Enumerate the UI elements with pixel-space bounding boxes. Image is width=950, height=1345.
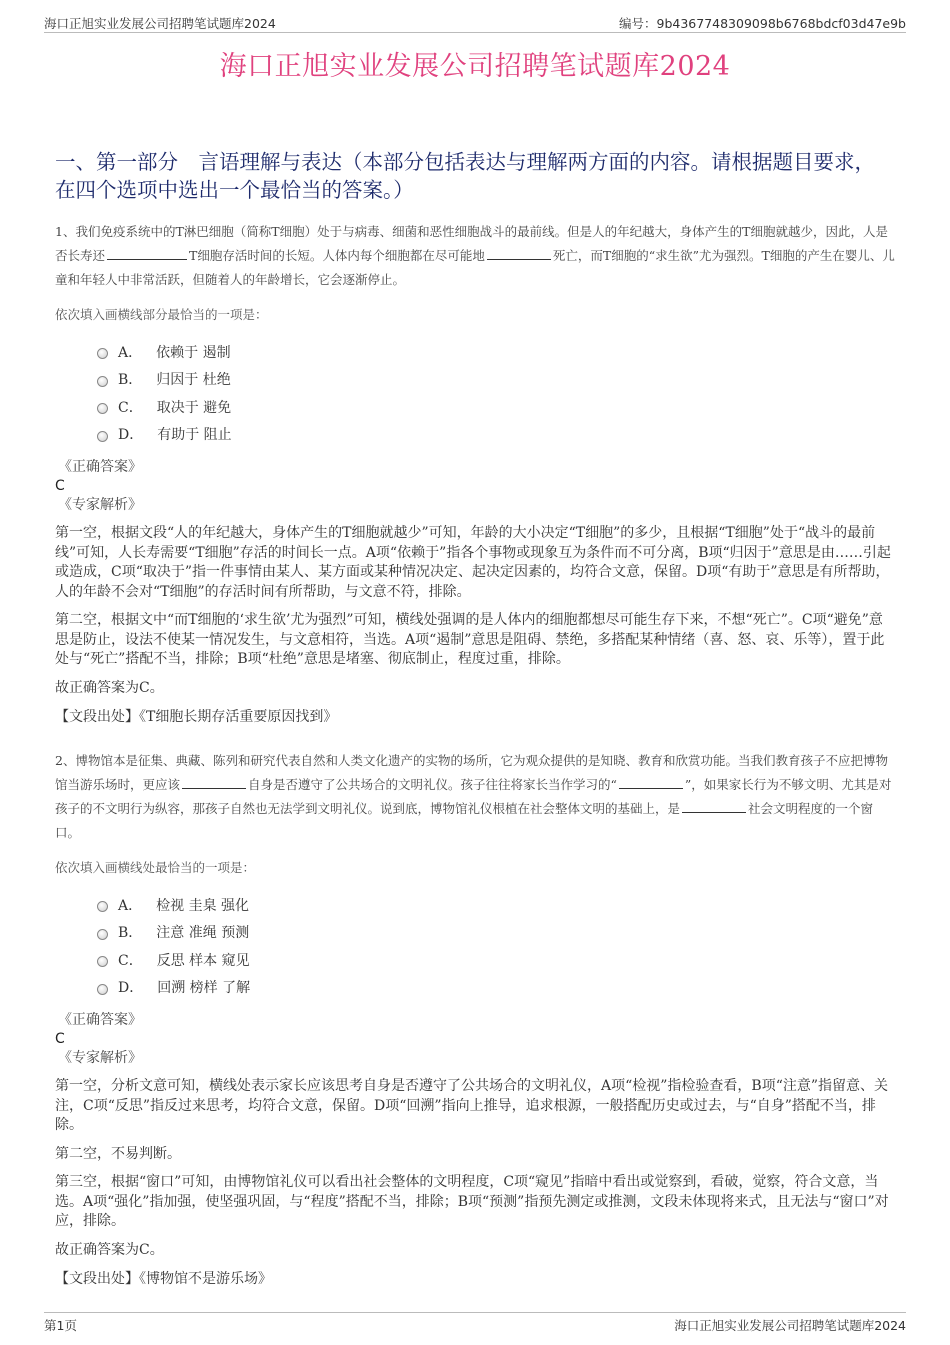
radio-icon[interactable]	[97, 956, 108, 967]
option-d[interactable]: D． 有助于 阻止	[97, 421, 895, 449]
analysis-label: 《专家解析》	[58, 497, 142, 513]
question-1	[55, 220, 895, 727]
option-c[interactable]: C． 取决于 避免	[97, 393, 895, 421]
analysis-paragraph: 第二空，不易判断。	[55, 1145, 181, 1162]
analysis-conclusion: 故正确答案为C。	[55, 679, 164, 696]
blank-line	[107, 247, 187, 260]
answer-label: 《正确答案》	[58, 459, 142, 475]
question-2	[55, 749, 895, 1289]
page-title: 海口正旭实业发展公司招聘笔试题库2024	[219, 51, 731, 82]
analysis-label: 《专家解析》	[58, 1050, 142, 1066]
answer-value: C	[55, 1031, 65, 1047]
blank-line	[182, 776, 246, 789]
question-1-options	[97, 338, 895, 448]
option-a[interactable]: A． 检视 圭臬 强化	[97, 891, 895, 919]
analysis-conclusion: 故正确答案为C。	[55, 1241, 164, 1258]
option-b[interactable]: B． 注意 准绳 预测	[97, 919, 895, 947]
analysis-paragraph: 第二空，根据文中“而T细胞的‘求生欲’尤为强烈”可知，横线处强调的是人体内的细胞都想尽可能生存下来，不想“死亡”。C项“避免”意思是防止，设法不使某一情况发生，与文意相符，当选。A项“遏制”意思是阻碍、禁绝，多搭配某种情绪（喜、怒、哀、乐等），置于此处与“死亡”搭配不当，排除；B项“杜绝”意思是堵塞、彻底制止，程度过重，排除。	[55, 612, 885, 667]
answer-label: 《正确答案》	[58, 1012, 142, 1028]
radio-icon[interactable]	[97, 376, 108, 387]
page-header	[44, 14, 906, 33]
footer-doc-title: 海口正旭实业发展公司招聘笔试题库2024	[674, 1318, 906, 1333]
option-b[interactable]: B． 归因于 杜绝	[97, 366, 895, 394]
section-title: 一、第一部分 言语理解与表达（本部分包括表达与理解两方面的内容。请根据题目要求，在四个选项中选出一个最恰当的答案。）	[55, 150, 875, 202]
radio-icon[interactable]	[97, 403, 108, 414]
question-2-instruction: 依次填入画横线处最恰当的一项是：	[55, 860, 256, 875]
option-d[interactable]: D． 回溯 榜样 了解	[97, 974, 895, 1002]
page-footer	[44, 1312, 906, 1333]
question-1-text: 1、我们免疫系统中的T淋巴细胞（简称T细胞）处于与病毒、细菌和恶性细胞战斗的最前线。但是人的年纪越大，身体产生的T细胞就越少，因此，人是否长寿还 T细胞存活时间的长短。人体内每个细胞都在尽可能地 死亡，而T细胞的“求生欲”尤为强烈。T细胞的产生在婴儿、儿童和年轻人中非常活跃，但随着人的年龄增长，它会逐渐停止。	[55, 224, 895, 287]
radio-icon[interactable]	[97, 431, 108, 442]
analysis-paragraph: 第三空，根据“窗口”可知，由博物馆礼仪可以看出社会整体的文明程度，C项“窥见”指暗中看出或觉察到，看破，觉察，符合文意，当选。A项“强化”指加强，使坚强巩固，与“程度”搭配不当，排除；B项“预测”指预先测定或推测，文段未体现将来式，且无法与“窗口”对应，排除。	[55, 1174, 889, 1229]
radio-icon[interactable]	[97, 929, 108, 940]
question-2-text: 2、博物馆本是征集、典藏、陈列和研究代表自然和人类文化遗产的实物的场所，它为观众提供的是知晓、教育和欣赏功能。当我们教育孩子不应把博物馆当游乐场时，更应该 自身是否遵守了公共场合的文明礼仪。孩子往往将家长当作学习的“ ”，如果家长行为不够文明、尤其是对孩子的不文明行为纵容，那孩子自然也无法学到文明礼仪。说到底，博物馆礼仪根植在社会整体文明的基础上，是 社会文明程度的一个窗口。	[55, 753, 892, 840]
header-doc-title: 海口正旭实业发展公司招聘笔试题库2024	[44, 16, 276, 31]
option-a[interactable]: A． 依赖于 遏制	[97, 338, 895, 366]
option-c[interactable]: C． 反思 样本 窥见	[97, 946, 895, 974]
analysis-paragraph: 第一空，分析文意可知，横线处表示家长应该思考自身是否遵守了公共场合的文明礼仪，A项“检视”指检验查看，B项“注意”指留意、关注，C项“反思”指反过来思考，均符合文意，保留。D项“回溯”指向上推导，追求根源，一般搭配历史或过去，与“自身”搭配不当，排除。	[55, 1078, 889, 1133]
answer-value: C	[55, 478, 65, 494]
question-2-options	[97, 891, 895, 1001]
source-citation: 【文段出处】《博物馆不是游乐场》	[55, 1271, 272, 1287]
content	[55, 220, 895, 1303]
source-citation: 【文段出处】《T细胞长期存活重要原因找到》	[55, 709, 338, 725]
radio-icon[interactable]	[97, 984, 108, 995]
radio-icon[interactable]	[97, 348, 108, 359]
blank-line	[487, 247, 551, 260]
header-doc-id: 编号：9b4367748309098b6768bdcf03d47e9b	[619, 16, 906, 31]
blank-line	[619, 776, 683, 789]
question-1-instruction: 依次填入画横线部分最恰当的一项是：	[55, 307, 268, 322]
page-number: 第1页	[44, 1318, 77, 1333]
analysis-paragraph: 第一空，根据文段“人的年纪越大，身体产生的T细胞就越少”可知，年龄的大小决定“T细胞”的多少，且根据“T细胞”处于“战斗的最前线”可知，人长寿需要“T细胞”存活的时间长一点。A项“依赖于”指各个事物或现象互为条件而不可分离，B项“归因于”意思是由……引起或造成，C项“取决于”指一件事情由某人、某方面或某种情况决定、起决定因素的，均符合文意，保留。D项“有助于”意思是有所帮助，人的年龄不会对“T细胞”的存活时间有所帮助，与文意不符，排除。	[55, 525, 891, 600]
blank-line	[682, 800, 746, 813]
radio-icon[interactable]	[97, 901, 108, 912]
